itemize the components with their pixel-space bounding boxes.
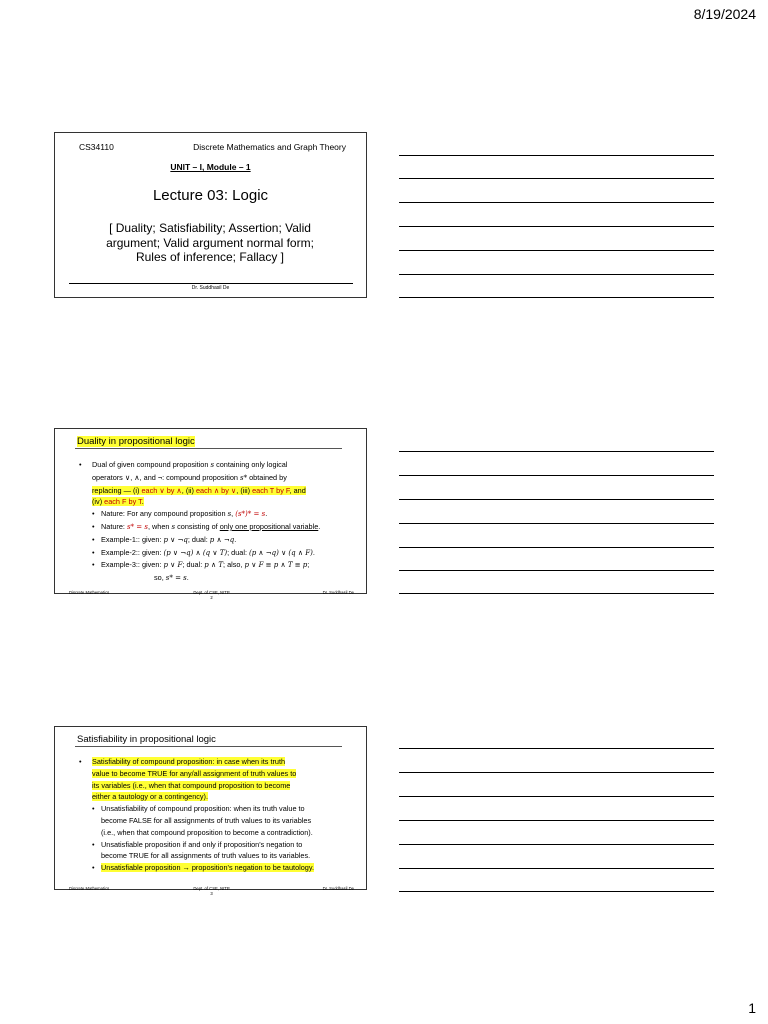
- slide-1-thumbnail: [54, 132, 367, 298]
- note-line: [399, 274, 714, 275]
- bullet-example-3: • Example-3:: given: p ∨ F; dual: p ∧ T; also, p ∨ F ≡ p ∧ T ≡ p;: [79, 559, 347, 572]
- note-line: [399, 523, 714, 524]
- course-subject: Discrete Mathematics and Graph Theory: [193, 142, 346, 152]
- divider: [69, 283, 353, 284]
- note-line: [399, 202, 714, 203]
- note-line: [399, 891, 714, 892]
- bullet-example-1: • Example-1:: given: p ∨ ¬q; dual: p ∧ ¬q.: [79, 534, 347, 547]
- note-line: [399, 155, 714, 156]
- footer-center: Dept. of CSE, NITP 2: [193, 590, 230, 600]
- note-line: [399, 547, 714, 548]
- slide-body: [79, 756, 347, 874]
- slide-2-thumbnail: [54, 428, 367, 600]
- bullet-satisfiability-definition: • Satisfiability of compound proposition: in case when its truth value to become TRUE for any/all assignment of truth values to its variables (i.e., when that compound proposition to become either a tautology or a contingency).: [79, 756, 347, 803]
- footer-center: Dept. of CSE, NITP 3: [193, 886, 230, 896]
- note-line: [399, 844, 714, 845]
- bullet-example-2: • Example-2:: given: (p ∨ ¬q) ∧ (q ∨ T); dual: (p ∧ ¬q) ∨ (q ∧ F).: [79, 547, 347, 560]
- note-line: [399, 748, 714, 749]
- footer-right: Dr. Suddhasil De: [322, 886, 354, 891]
- note-line: [399, 451, 714, 452]
- title-rule: [75, 448, 342, 449]
- slide-title: Duality in propositional logic: [77, 436, 195, 447]
- author-name: Dr. Suddhasil De: [191, 285, 230, 291]
- bullet-duality-definition: • Dual of given compound proposition s containing only logical operators ∨, ∧, and ¬: compound proposition s* obtained by replacing — (i) each ∨ by ∧, (ii) each ∧ by ∨, (iii) each T by F, and (iv) each F by T.: [79, 459, 347, 508]
- note-line: [399, 475, 714, 476]
- note-line: [399, 593, 714, 594]
- lecture-title: Lecture 03: Logic: [152, 187, 269, 204]
- bullet-nature-1: • Nature: For any compound proposition s, (s*)* = s.: [79, 508, 347, 521]
- bullet-unsatisfiability: • Unsatisfiability of compound proposition: when its truth value to become FALSE for all assignments of truth values to its variables (i.e., when that compound proposition to become a contradiction).: [79, 803, 347, 838]
- footer-left: Discrete Mathematics: [69, 590, 110, 595]
- note-line: [399, 868, 714, 869]
- bullet-unsatisfiable-tautology: • Unsatisfiable proposition → proposition's negation to be tautology.: [79, 862, 347, 874]
- course-code: CS34110: [79, 142, 114, 152]
- footer-right: Dr. Suddhasil De: [322, 590, 354, 595]
- example-3-continuation: so, s* = s.: [154, 573, 189, 583]
- note-line: [399, 820, 714, 821]
- note-line: [399, 570, 714, 571]
- note-line: [399, 297, 714, 298]
- bullet-unsatisfiable-negation: • Unsatisfiable proposition if and only if proposition's negation to become TRUE for all assignments of truth values to its variables.: [79, 839, 347, 863]
- note-line: [399, 772, 714, 773]
- note-line: [399, 226, 714, 227]
- note-line: [399, 250, 714, 251]
- note-line: [399, 178, 714, 179]
- topics-line: [ Duality; Satisfiability; Assertion; Valid: [109, 221, 311, 235]
- slide-title: Satisfiability in propositional logic: [77, 734, 216, 745]
- slide-3-thumbnail: [54, 726, 367, 896]
- slide-body: [79, 459, 347, 585]
- print-date: 8/19/2024: [693, 6, 756, 22]
- unit-module: UNIT – I, Module – 1: [170, 162, 251, 172]
- lecture-topics: [71, 221, 349, 265]
- bullet-nature-2: • Nature: s* = s, when s consisting of only one propositional variable.: [79, 521, 347, 534]
- topics-line: Rules of inference; Fallacy ]: [135, 250, 285, 264]
- footer-left: Discrete Mathematics: [69, 886, 110, 891]
- topics-line: argument; Valid argument normal form;: [106, 235, 314, 250]
- page-number: 1: [748, 1000, 756, 1016]
- title-rule: [75, 746, 342, 747]
- note-line: [399, 499, 714, 500]
- note-line: [399, 796, 714, 797]
